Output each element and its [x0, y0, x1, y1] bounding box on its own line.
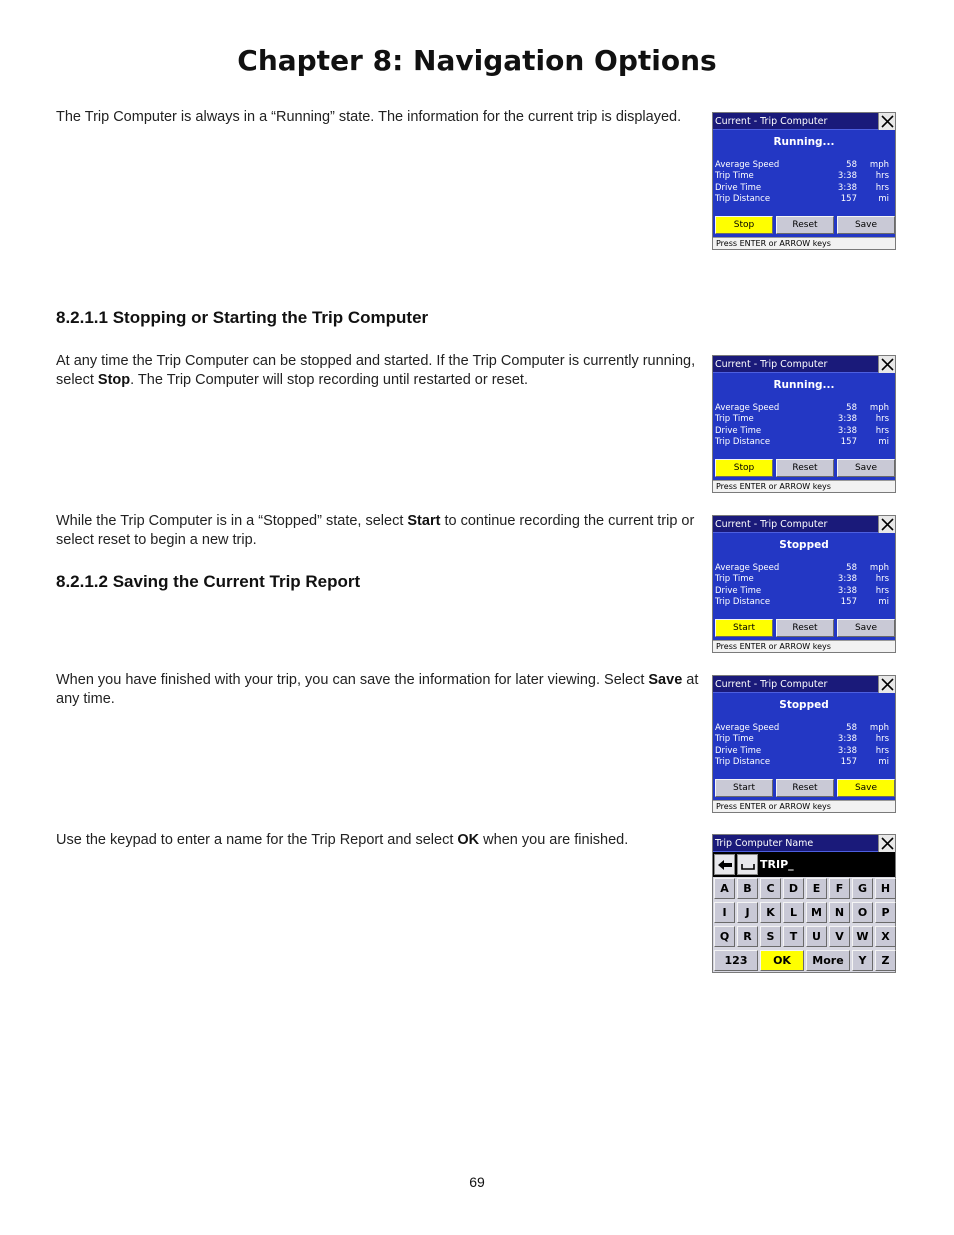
stat-row — [715, 171, 893, 183]
save-button[interactable]: Save — [837, 619, 895, 637]
key-g[interactable]: G — [852, 878, 873, 899]
key-d[interactable]: D — [783, 878, 804, 899]
bold-term: Start — [407, 513, 441, 529]
screen-title: Current - Trip Computer — [715, 359, 828, 370]
stat-row — [715, 194, 893, 206]
stat-unit: hrs — [875, 746, 889, 756]
back-arrow-icon — [717, 857, 733, 873]
saving-paragraph — [56, 671, 704, 709]
key-m[interactable]: M — [806, 902, 827, 923]
bold-term: Save — [648, 672, 683, 688]
key-s[interactable]: S — [760, 926, 781, 947]
key-n[interactable]: N — [829, 902, 850, 923]
key-i[interactable]: I — [714, 902, 735, 923]
key-l[interactable]: L — [783, 902, 804, 923]
stat-row — [715, 734, 893, 746]
stat-value: 157 — [840, 194, 857, 204]
stop-button[interactable]: Stop — [715, 459, 773, 477]
stat-value: 58 — [846, 403, 857, 413]
key-a[interactable]: A — [714, 878, 735, 899]
status-label: Stopped — [779, 699, 829, 711]
stat-value: 3:38 — [837, 171, 857, 181]
stat-unit: hrs — [875, 574, 889, 584]
key-o[interactable]: O — [852, 902, 873, 923]
reset-button[interactable]: Reset — [776, 216, 834, 234]
text-run: While the Trip Computer is in a “Stopped” state, select — [56, 513, 408, 529]
stat-label: Drive Time — [715, 183, 762, 193]
close-icon — [881, 678, 894, 691]
backspace-button[interactable] — [714, 854, 735, 875]
stat-label: Trip Distance — [715, 757, 771, 767]
stat-label: Trip Time — [715, 414, 754, 424]
text-run: When you have finished with your trip, you can save the information for later viewing. Select — [56, 672, 649, 688]
stat-row — [715, 414, 893, 426]
stat-label: Trip Distance — [715, 597, 771, 607]
hint-bar: Press ENTER or ARROW keys — [713, 800, 895, 812]
stat-unit: hrs — [875, 171, 889, 181]
stat-unit: mi — [878, 437, 889, 447]
keypad-paragraph — [56, 831, 704, 850]
status-label: Running... — [773, 136, 835, 148]
key-u[interactable]: U — [806, 926, 827, 947]
reset-button[interactable]: Reset — [776, 459, 834, 477]
text-run: at any time. — [56, 672, 699, 707]
screen-titlebar — [713, 676, 895, 693]
status-label: Stopped — [779, 539, 829, 551]
hint-bar: Press ENTER or ARROW keys — [713, 640, 895, 652]
stat-label: Average Speed — [715, 723, 780, 733]
close-button[interactable] — [878, 835, 895, 852]
screen-title: Current - Trip Computer — [715, 679, 828, 690]
reset-button[interactable]: Reset — [776, 779, 834, 797]
stat-label: Drive Time — [715, 586, 762, 596]
close-icon — [881, 837, 894, 850]
space-icon — [740, 857, 756, 873]
chapter-title: Chapter 8: Navigation Options — [237, 44, 717, 77]
stat-unit: hrs — [875, 183, 889, 193]
name-entry-field[interactable]: TRIP_ — [760, 858, 794, 871]
stat-value: 3:38 — [837, 746, 857, 756]
ok-button[interactable]: OK — [760, 950, 804, 971]
stat-unit: hrs — [875, 414, 889, 424]
stat-label: Trip Distance — [715, 437, 771, 447]
key-y[interactable]: Y — [852, 950, 873, 971]
key-h[interactable]: H — [875, 878, 896, 899]
key-w[interactable]: W — [852, 926, 873, 947]
text-run: . The Trip Computer will stop recording until restarted or reset. — [130, 372, 528, 388]
trip-computer-screen-3 — [712, 515, 896, 653]
stat-value: 3:38 — [837, 183, 857, 193]
hint-bar: Press ENTER or ARROW keys — [713, 237, 895, 249]
stat-value: 157 — [840, 757, 857, 767]
stat-unit: hrs — [875, 586, 889, 596]
stat-value: 3:38 — [837, 574, 857, 584]
stat-label: Trip Time — [715, 171, 754, 181]
entry-bar — [713, 852, 895, 877]
intro-paragraph: The Trip Computer is always in a “Running” state. The information for the current trip is displayed. — [56, 109, 682, 125]
stat-value: 157 — [840, 597, 857, 607]
text-run: to continue recording the current trip or select reset to begin a new trip. — [56, 513, 695, 548]
key-f[interactable]: F — [829, 878, 850, 899]
stat-label: Drive Time — [715, 746, 762, 756]
close-button[interactable] — [878, 676, 895, 693]
key-e[interactable]: E — [806, 878, 827, 899]
stat-unit: mi — [878, 597, 889, 607]
stop-button[interactable]: Stop — [715, 216, 773, 234]
space-button[interactable] — [737, 854, 758, 875]
stat-value: 3:38 — [837, 414, 857, 424]
text-run: when you are finished. — [479, 832, 629, 848]
trip-name-keypad-screen — [712, 834, 896, 973]
key-x[interactable]: X — [875, 926, 896, 947]
stat-label: Average Speed — [715, 563, 780, 573]
close-icon — [881, 518, 894, 531]
stat-row — [715, 757, 893, 769]
stat-unit: hrs — [875, 734, 889, 744]
stat-value: 3:38 — [837, 426, 857, 436]
stat-unit: mph — [869, 563, 889, 573]
stat-unit: mph — [869, 160, 889, 170]
stat-value: 58 — [846, 563, 857, 573]
start-button[interactable]: Start — [715, 619, 773, 637]
hint-bar: Press ENTER or ARROW keys — [713, 480, 895, 492]
section-heading-stopping: 8.2.1.1 Stopping or Starting the Trip Computer — [56, 308, 429, 327]
text-run: Use the keypad to enter a name for the Trip Report and select — [56, 832, 458, 848]
stat-value: 58 — [846, 723, 857, 733]
trip-computer-screen-2 — [712, 355, 896, 493]
screen-titlebar — [713, 356, 895, 373]
close-button[interactable] — [878, 516, 895, 533]
key-r[interactable]: R — [737, 926, 758, 947]
stat-unit: mph — [869, 723, 889, 733]
text-run: At any time the Trip Computer can be stopped and started. If the Trip Computer is currently running, select — [56, 353, 696, 388]
stat-value: 157 — [840, 437, 857, 447]
key-z[interactable]: Z — [875, 950, 896, 971]
trip-computer-screen-1 — [712, 112, 896, 250]
key-p[interactable]: P — [875, 902, 896, 923]
key-q[interactable]: Q — [714, 926, 735, 947]
close-icon — [881, 358, 894, 371]
screen-titlebar — [713, 113, 895, 130]
key-c[interactable]: C — [760, 878, 781, 899]
stopping-paragraph — [56, 352, 704, 390]
close-icon — [881, 115, 894, 128]
stat-label: Trip Time — [715, 734, 754, 744]
stat-unit: mi — [878, 194, 889, 204]
key-t[interactable]: T — [783, 926, 804, 947]
stat-label: Average Speed — [715, 403, 780, 413]
save-button[interactable]: Save — [837, 459, 895, 477]
trip-computer-screen-4 — [712, 675, 896, 813]
page-number: 69 — [469, 1174, 485, 1190]
stat-row — [715, 437, 893, 449]
bold-term: Stop — [97, 372, 131, 388]
stat-label: Trip Distance — [715, 194, 771, 204]
close-button[interactable] — [878, 356, 895, 373]
screen-title: Current - Trip Computer — [715, 116, 828, 127]
bold-term: OK — [457, 832, 480, 848]
stat-row — [715, 574, 893, 586]
stat-row — [715, 597, 893, 609]
save-button[interactable]: Save — [837, 216, 895, 234]
screen-titlebar — [713, 516, 895, 533]
key-v[interactable]: V — [829, 926, 850, 947]
key-123[interactable]: 123 — [714, 950, 758, 971]
stat-value: 58 — [846, 160, 857, 170]
close-button[interactable] — [878, 113, 895, 130]
screen-title: Trip Computer Name — [715, 838, 814, 849]
stat-unit: mph — [869, 403, 889, 413]
stat-value: 3:38 — [837, 586, 857, 596]
stat-label: Average Speed — [715, 160, 780, 170]
stat-value: 3:38 — [837, 734, 857, 744]
stat-unit: mi — [878, 757, 889, 767]
stat-unit: hrs — [875, 426, 889, 436]
key-j[interactable]: J — [737, 902, 758, 923]
screen-title: Current - Trip Computer — [715, 519, 828, 530]
stat-label: Trip Time — [715, 574, 754, 584]
more-button[interactable]: More — [806, 950, 850, 971]
stat-label: Drive Time — [715, 426, 762, 436]
start-button[interactable]: Start — [715, 779, 773, 797]
section-heading-saving: 8.2.1.2 Saving the Current Trip Report — [56, 572, 361, 591]
key-b[interactable]: B — [737, 878, 758, 899]
reset-button[interactable]: Reset — [776, 619, 834, 637]
save-button[interactable]: Save — [837, 779, 895, 797]
key-k[interactable]: K — [760, 902, 781, 923]
screen-titlebar — [713, 835, 895, 852]
status-label: Running... — [773, 379, 835, 391]
stopped-paragraph — [56, 512, 704, 550]
